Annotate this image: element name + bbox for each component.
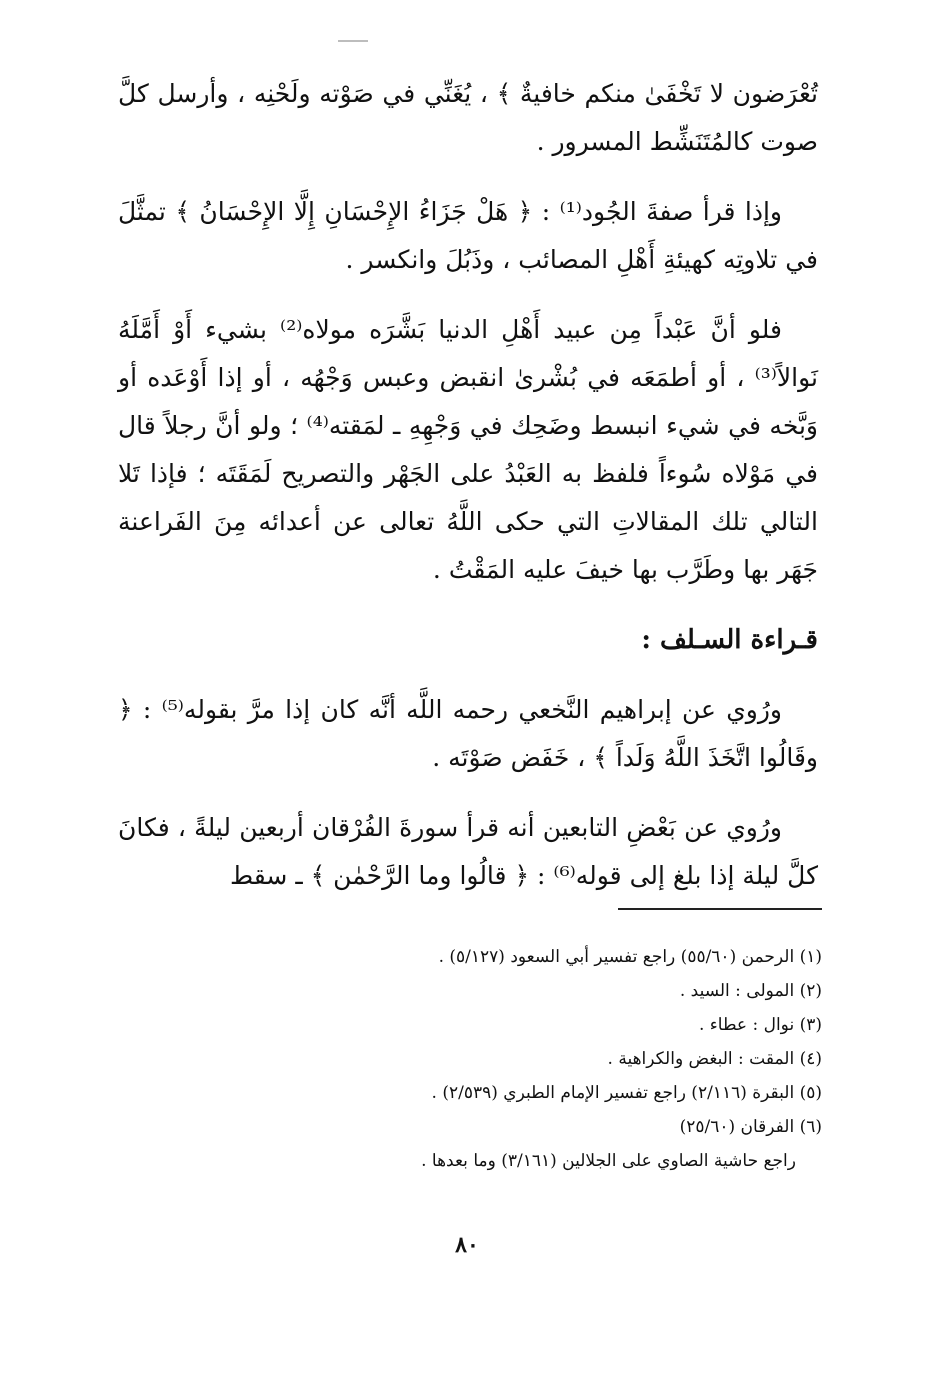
main-text [118, 70, 818, 922]
section-paragraph-2: ورُوي عن بَعْضِ التابعين أنه قرأ سورةَ الفُرْقان أربعين ليلةً ، فكانَ كلَّ ليلة إذا بلغ إلى قوله⁽⁶⁾ : ﴿ قالُوا وما الرَّحْمٰن ﴾ ـ سقط [118, 813, 818, 890]
scan-mark [338, 40, 368, 42]
paragraph-2: وإذا قرأ صفةَ الجُود⁽¹⁾ : ﴿ هَلْ جَزَاءُ الإِحْسَانِ إِلَّا الإِحْسَانُ ﴾ تمثَّلَ في تلاوتِه كهيئةِ أَهْلِ المصائب ، وذَبُلَ وانكسر . [118, 197, 818, 274]
footnote-divider [618, 908, 822, 910]
paragraph-3: فلو أنَّ عَبْداً مِن عبيد أَهْلِ الدنيا بَشَّرَه مولاه⁽²⁾ بشيء أَوْ أَمَّلَهُ نَوالاً⁽³⁾ ، أو أطمَعَه في بُشْرىٰ انقبض وعبس وَجْهُه ، أو إذا أَوْعَده أو وَبَّخه في شيء انبسط وضَحِك في وَجْهِهِ ـ لمَقته⁽⁴⁾ ؛ ولو أنَّ رجلاً قال في مَوْلاه سُوءاً فلفظ به العَبْدُ على الجَهْر والتصريح لَمَقَتَه ؛ فإذا تَلا التالي تلك المقالاتِ التي حكى اللَّهُ تعالى عن أعدائه مِنَ الفَراعنة جَهَر بها وطَرَّب بها خيفَ عليه المَقْتُ . [118, 315, 818, 584]
footnote-6-continuation: راجع حاشية الصاوي على الجلالين (٣/١٦١) وما بعدها . [421, 1151, 796, 1171]
paragraph-1: تُعْرَضون لا تَخْفَىٰ منكم خافيةٌ ﴾ ، يُغَنِّي في صَوْته ولَحْنِه ، وأرسل كلَّ صوت كالمُتَنَشِّط المسرور . [118, 79, 818, 156]
section-heading: قـراءة السـلف : [641, 625, 818, 655]
footnote-1: (١) الرحمن (٥٥/٦٠) راجع تفسير أبي السعود (٥/١٢٧) . [438, 947, 822, 967]
footnote-3: (٣) نوال : عطاء . [698, 1015, 822, 1035]
footnote-4: (٤) المقت : البغض والكراهية . [607, 1049, 822, 1069]
section-paragraph-1: ورُوي عن إبراهيم النَّخعي رحمه اللَّه أنَّه كان إذا مرَّ بقوله⁽⁵⁾ : ﴿ وقَالُوا اتَّخَذَ اللَّهُ وَلَداً ﴾ ، خَفَض صَوْتَه . [118, 695, 818, 772]
footnote-6: (٦) الفرقان (٢٥/٦٠) [679, 1117, 822, 1137]
footnote-5: (٥) البقرة (٢/١١٦) راجع تفسير الإمام الطبري (٢/٥٣٩) . [431, 1083, 822, 1103]
footnote-2: (٢) المولى : السيد . [679, 981, 822, 1001]
page-number: ٨٠ [455, 1232, 479, 1258]
footnotes [300, 940, 822, 1178]
